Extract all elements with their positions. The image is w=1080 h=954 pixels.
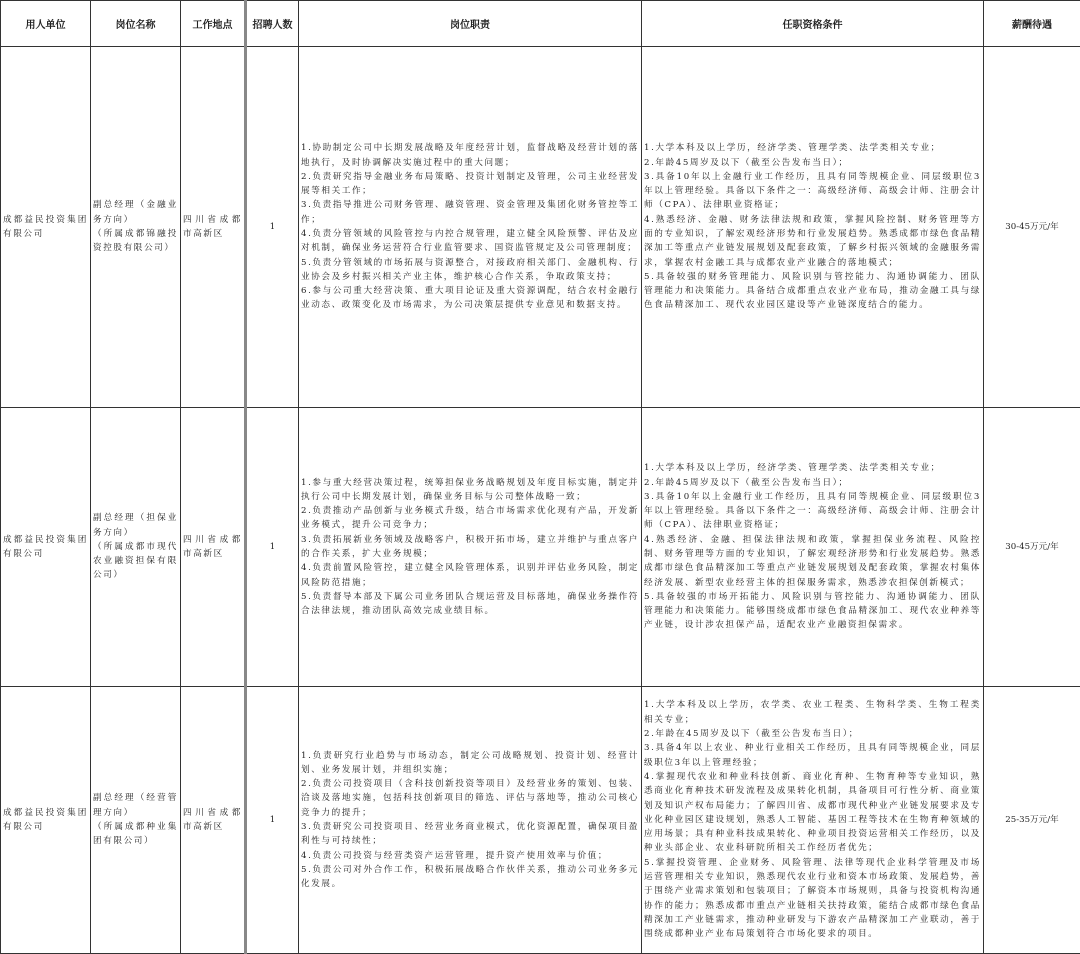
location-cell [181,408,246,687]
position-cell [91,687,181,954]
location-cell [181,47,246,408]
position-affiliate: （所属成都种业集团有限公司） [93,820,178,849]
duties-cell [299,687,642,954]
salary-text: 30-45万元/年 [1005,222,1058,232]
header-salary: 薪酬待遇 [984,1,1080,47]
count-cell [246,408,299,687]
requirements-cell [642,687,984,954]
duty-item: 3.负责指导推进公司财务管理、融资管理、资金管理及集团化财务管控等工作； [301,198,639,227]
table-row [1,47,1080,408]
duty-item: 4.负责公司投资与经营类资产运营管理，提升资产使用效率与价值； [301,849,639,863]
employer-cell [1,47,91,408]
employer-name: 成都益民投资集团有限公司 [3,215,88,239]
employer-name: 成都益民投资集团有限公司 [3,808,88,832]
header-count: 招聘人数 [246,1,299,47]
salary-cell [984,408,1080,687]
headcount: 1 [270,815,275,825]
requirement-item: 4.熟悉经济、金融、财务法律法规和政策，掌握风险控制、财务管理等方面的专业知识，了解宏观经济形势和行业发展趋势。熟悉成都市绿色食品精深加工等重点产业链发展规划及配套政策，了解乡村振兴领域的金融服务需求，掌握农村金融工具与成都农业产业融合的落地模式； [644,213,981,270]
employer-name: 成都益民投资集团有限公司 [3,535,88,559]
duty-item: 2.负责推动产品创新与业务模式升级，结合市场需求优化现有产品，开发新业务模式，提升公司竞争力； [301,504,639,533]
duty-item: 2.负责公司投资项目（含科技创新投资等项目）及经营业务的策划、包装、洽谈及落地实施，包括科技创新项目的筛选、评估与落地等，推动公司核心竞争力的提升； [301,777,639,820]
duty-item: 1.参与重大经营决策过程，统筹担保业务战略规划及年度目标实施，制定并执行公司中长期发展计划，确保业务目标与公司整体战略一致； [301,476,639,505]
table-row [1,408,1080,687]
position-cell [91,408,181,687]
header-position: 岗位名称 [91,1,181,47]
position-affiliate: （所属成都锦融投资控股有限公司） [93,227,178,256]
header-row [1,1,1080,47]
location-cell [181,687,246,954]
position-title: 副总经理（担保业务方向） [93,511,178,540]
duty-item: 1.负责研究行业趋势与市场动态，制定公司战略规划、投资计划、经营计划、业务发展计划，并组织实施； [301,749,639,778]
salary-text: 30-45万元/年 [1005,542,1058,552]
requirement-item: 5.掌握投资管理、企业财务、风险管理、法律等现代企业科学管理及市场运营管理相关专业知识，熟悉现代农业行业和资本市场政策、发展趋势，善于围绕产业需求策划和包装项目；了解资本市场规则，具备与投资机构沟通协作的能力；熟悉成都市重点产业链相关扶持政策，能结合成都市绿色食品精深加工产业链需求，推动种业研发与下游农产品精深加工产业联动，善于围绕成都种业产业布局策划符合市场化要求的项目。 [644,856,981,942]
position-cell [91,47,181,408]
position-affiliate: （所属成都市现代农业融资担保有限公司） [93,540,178,583]
location-text: 四川省成都市高新区 [183,535,242,559]
requirement-item: 1.大学本科及以上学历，农学类、农业工程类、生物科学类、生物工程类相关专业； [644,698,981,727]
header-employer: 用人单位 [1,1,91,47]
headcount: 1 [270,542,275,552]
requirement-item: 2.年龄在45周岁及以下（截至公告发布当日）； [644,727,981,741]
count-cell [246,687,299,954]
requirement-item: 3.具备10年以上金融行业工作经历，且具有同等规模企业、同层级职位3年以上管理经验。具备以下条件之一：高级经济师、高级会计师、注册会计师（CPA）、法律职业资格证； [644,170,981,213]
position-title: 副总经理（经营管理方向） [93,791,178,820]
duties-cell [299,47,642,408]
duty-item: 2.负责研究指导金融业务布局策略、投资计划制定及管理，公司主业经营发展等相关工作； [301,170,639,199]
salary-cell [984,687,1080,954]
location-text: 四川省成都市高新区 [183,215,242,239]
duty-item: 5.负责分管领域的市场拓展与资源整合，对接政府相关部门、金融机构、行业协会及乡村振兴相关产业主体，维护核心合作关系，争取政策支持； [301,256,639,285]
requirement-item: 3.具备10年以上金融行业工作经历，且具有同等规模企业、同层级职位3年以上管理经验。具备以下条件之一：高级经济师、高级会计师、注册会计师（CPA）、法律职业资格证； [644,490,981,533]
duty-item: 5.负责督导本部及下属公司业务团队合规运营及目标落地，确保业务操作符合法律法规，推动团队高效完成业绩目标。 [301,590,639,619]
requirement-item: 4.熟悉经济、金融、担保法律法规和政策，掌握担保业务流程、风险控制、财务管理等方面的专业知识，了解宏观经济形势和行业发展趋势。熟悉成都市绿色食品精深加工等重点产业链发展规划及配套政策，掌握农村集体经济发展、新型农业经营主体的担保服务需求，熟悉涉农担保创新模式； [644,533,981,590]
duty-item: 4.负责分管领域的风险管控与内控合规管理，建立健全风险预警、评估及应对机制，确保业务运营符合行业监管要求、国资监管规定及公司管理制度； [301,227,639,256]
duty-item: 4.负责前置风险管控，建立健全风险管理体系，识别并评估业务风险，制定风险防范措施； [301,561,639,590]
requirement-item: 2.年龄45周岁及以下（截至公告发布当日）； [644,476,981,490]
requirement-item: 4.掌握现代农业和种业科技创新、商业化育种、生物育种等专业知识，熟悉商业化育种技术研发流程及成果转化机制，具备项目可行性分析、商业策划及知识产权布局能力；了解四川省、成都市现代种业产业链发展要求及专业化种业园区建设规划，熟悉人工智能、基因工程等技术在生物育种领域的应用场景；具有种业科技成果转化、种业项目投资运营相关工作经历，以及种业头部企业、农业科研院所相关工作经历者优先； [644,770,981,856]
salary-cell [984,47,1080,408]
requirement-item: 1.大学本科及以上学历，经济学类、管理学类、法学类相关专业； [644,461,981,475]
header-requirements: 任职资格条件 [642,1,984,47]
requirement-item: 1.大学本科及以上学历，经济学类、管理学类、法学类相关专业； [644,141,981,155]
table-row [1,687,1080,954]
requirements-cell [642,47,984,408]
header-location: 工作地点 [181,1,246,47]
position-title: 副总经理（金融业务方向） [93,198,178,227]
employer-cell [1,408,91,687]
duty-item: 5.负责公司对外合作工作，积极拓展战略合作伙伴关系，推动公司业务多元化发展。 [301,863,639,892]
salary-text: 25-35万元/年 [1005,815,1058,825]
duty-item: 3.负责研究公司投资项目、经营业务商业模式，优化资源配置，确保项目盈利性与可持续性； [301,820,639,849]
duties-cell [299,408,642,687]
requirement-item: 3.具备4年以上农业、种业行业相关工作经历，且具有同等规模企业，同层级职位3年以上管理经验； [644,741,981,770]
requirement-item: 2.年龄45周岁及以下（截至公告发布当日）； [644,156,981,170]
header-duties: 岗位职责 [299,1,642,47]
duty-item: 3.负责拓展新业务领域及战略客户，积极开拓市场，建立并维护与重点客户的合作关系，扩大业务规模； [301,533,639,562]
count-cell [246,47,299,408]
location-text: 四川省成都市高新区 [183,808,242,832]
duty-item: 1.协助制定公司中长期发展战略及年度经营计划，监督战略及经营计划的落地执行，及时协调解决实施过程中的重大问题； [301,141,639,170]
requirement-item: 5.具备较强的市场开拓能力、风险识别与管控能力、沟通协调能力、团队管理能力和决策能力。能够围绕成都市绿色食品精深加工、现代农业种养等产业链，设计涉农担保产品，适配农业产业融资担保需求。 [644,590,981,633]
requirement-item: 5.具备较强的财务管理能力、风险识别与管控能力、沟通协调能力、团队管理能力和决策能力。具备结合成都重点农业产业布局，推动金融工具与绿色食品精深加工、现代农业园区建设等产业链深度结合的能力。 [644,270,981,313]
duty-item: 6.参与公司重大经营决策、重大项目论证及重大资源调配，结合农村金融行业动态、政策变化及市场需求，为公司决策层提供专业意见和数据支持。 [301,284,639,313]
headcount: 1 [270,222,275,232]
employer-cell [1,687,91,954]
requirements-cell [642,408,984,687]
